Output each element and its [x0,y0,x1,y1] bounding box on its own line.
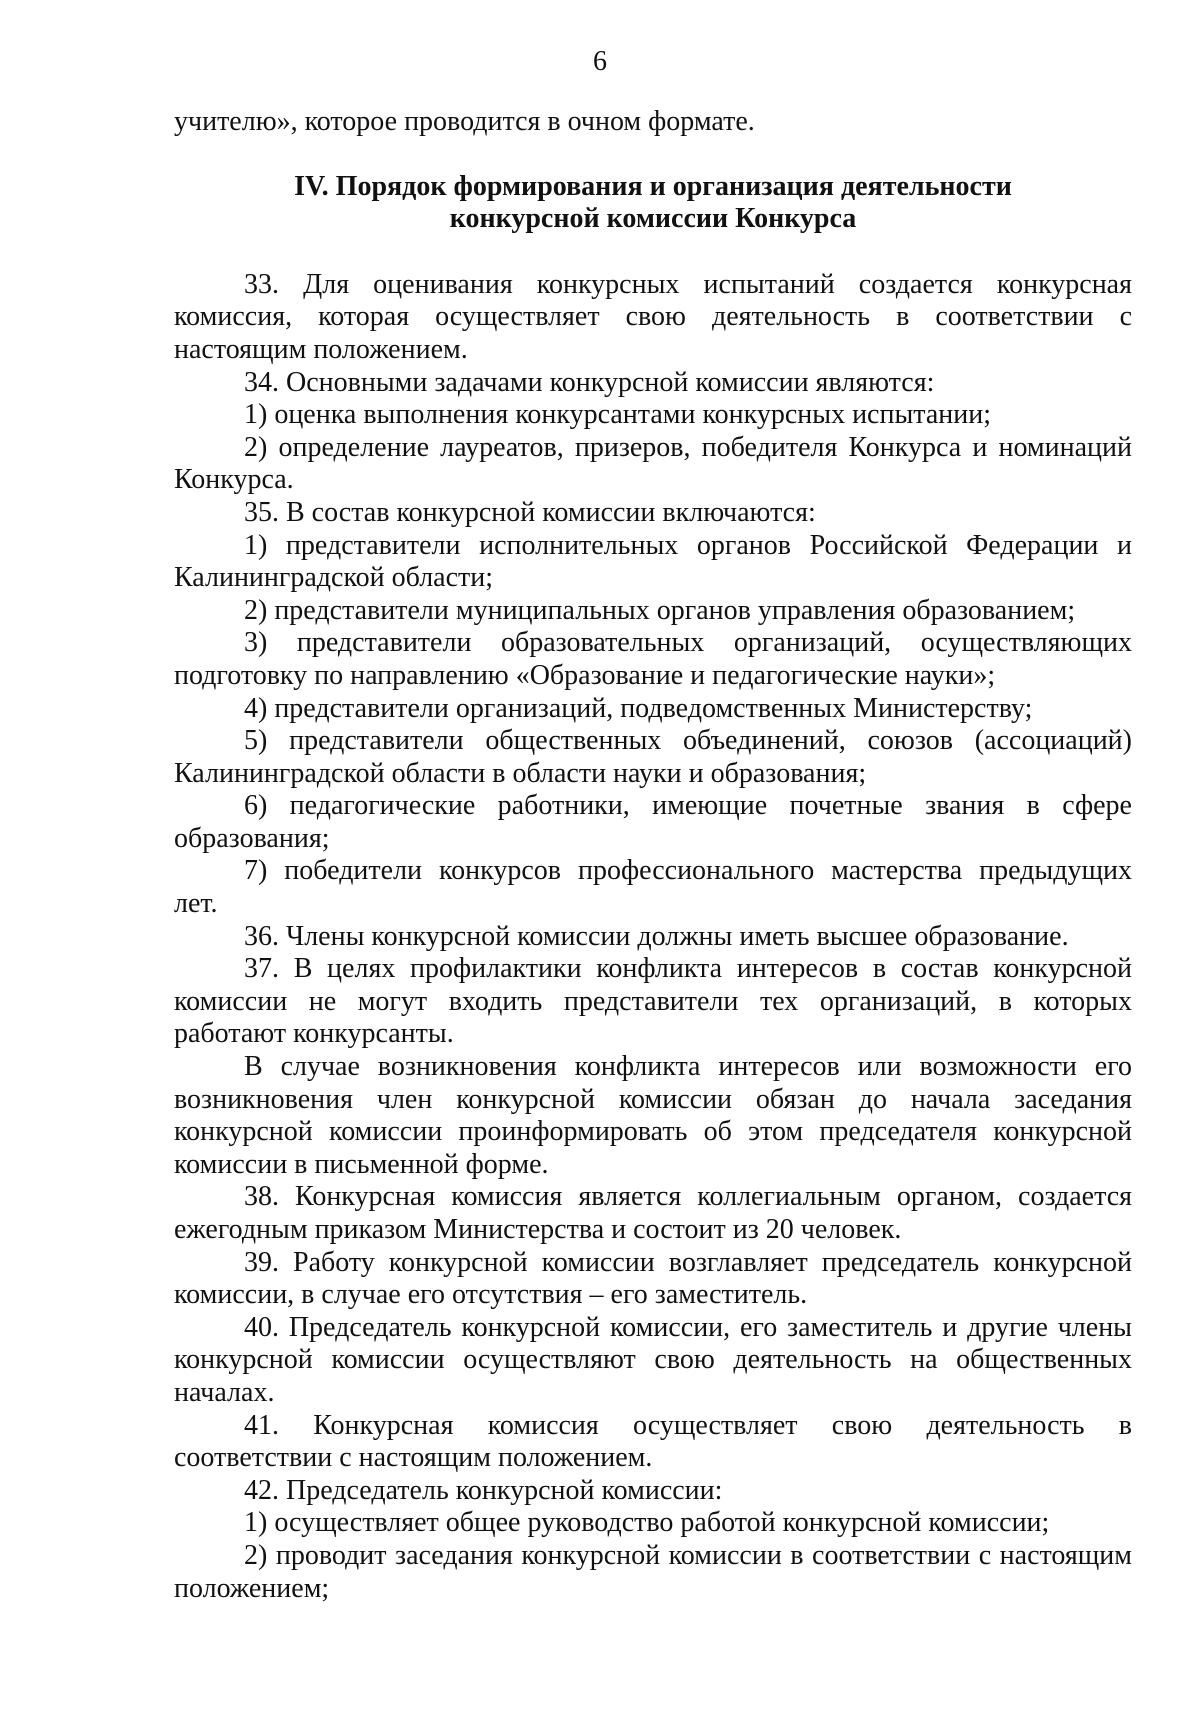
page-number: 6 [593,46,607,77]
list-item-35-2: 2) представители муниципальных органов управления образованием; [244,594,1076,626]
list-item-35-6: 6) педагогические работники, имеющие почетные звания в сфере образования; [174,790,1132,854]
paragraph-39: 39. Работу конкурсной комиссии возглавляет председатель конкурсной комиссии, в случае его отсутствия – его заместитель. [174,1246,1132,1311]
section-heading-line-2: конкурсной комиссии Конкурса [449,203,857,235]
list-item-42-2: 2) проводит заседания конкурсной комиссии в соответствии с настоящим положением; [174,1539,1132,1604]
intro-line: учителю», которое проводится в очном формате. [174,106,755,137]
section-heading-line-1: IV. Порядок формирования и организация деятельности [294,170,1012,202]
paragraph-37-continued: В случае возникновения конфликта интересов или возможности его возникновения член конкурсной комиссии обязан до начала заседания конкурсной комиссии проинформировать об этом председателя конкурсной комиссии в письменной форме. [174,1051,1132,1180]
list-item-34-2: 2) определение лауреатов, призеров, победителя Конкурса и номинаций Конкурса. [174,431,1132,496]
list-item-34-1: 1) оценка выполнения конкурсантами конкурсных испытании; [244,399,992,431]
paragraph-36: 36. Члены конкурсной комиссии должны иметь высшее образование. [244,920,1069,952]
section-heading [174,171,1132,236]
paragraph-33: 33. Для оценивания конкурсных испытаний создается конкурсная комиссия, которая осуществляет свою деятельность в соответствии с настоящим положением. [174,268,1132,365]
list-item-35-7: 7) победители конкурсов профессионального мастерства предыдущих лет. [174,855,1132,920]
list-item-35-5: 5) представители общественных объединений, союзов (ассоциаций) Калининградской области в области науки и образования; [174,725,1132,789]
document-body [174,106,1132,1605]
list-item-35-1: 1) представители исполнительных органов Российской Федерации и Калининградской области; [174,529,1132,594]
paragraph-35: 35. В состав конкурсной комиссии включаются: [244,496,816,528]
paragraph-41: 41. Конкурсная комиссия осуществляет свою деятельность в соответствии с настоящим положением. [174,1409,1132,1474]
paragraph-34: 34. Основными задачами конкурсной комиссии являются: [244,366,935,398]
list-item-42-1: 1) осуществляет общее руководство работой конкурсной комиссии; [244,1507,1050,1539]
paragraph-42: 42. Председатель конкурсной комиссии: [244,1474,723,1506]
paragraph-38: 38. Конкурсная комиссия является коллегиальным органом, создается ежегодным приказом Министерства и состоит из 20 человек. [174,1181,1132,1245]
list-item-35-3: 3) представители образовательных организаций, осуществляющих подготовку по направлению «Образование и педагогические науки»; [174,627,1132,691]
paragraph-40: 40. Председатель конкурсной комиссии, его заместитель и другие члены конкурсной комиссии осуществляют свою деятельность на общественных началах. [174,1311,1132,1408]
list-item-35-4: 4) представители организаций, подведомственных Министерству; [244,692,1033,724]
paragraph-37: 37. В целях профилактики конфликта интересов в состав конкурсной комиссии не могут входить представители тех организаций, в которых работают конкурсанты. [174,953,1132,1050]
